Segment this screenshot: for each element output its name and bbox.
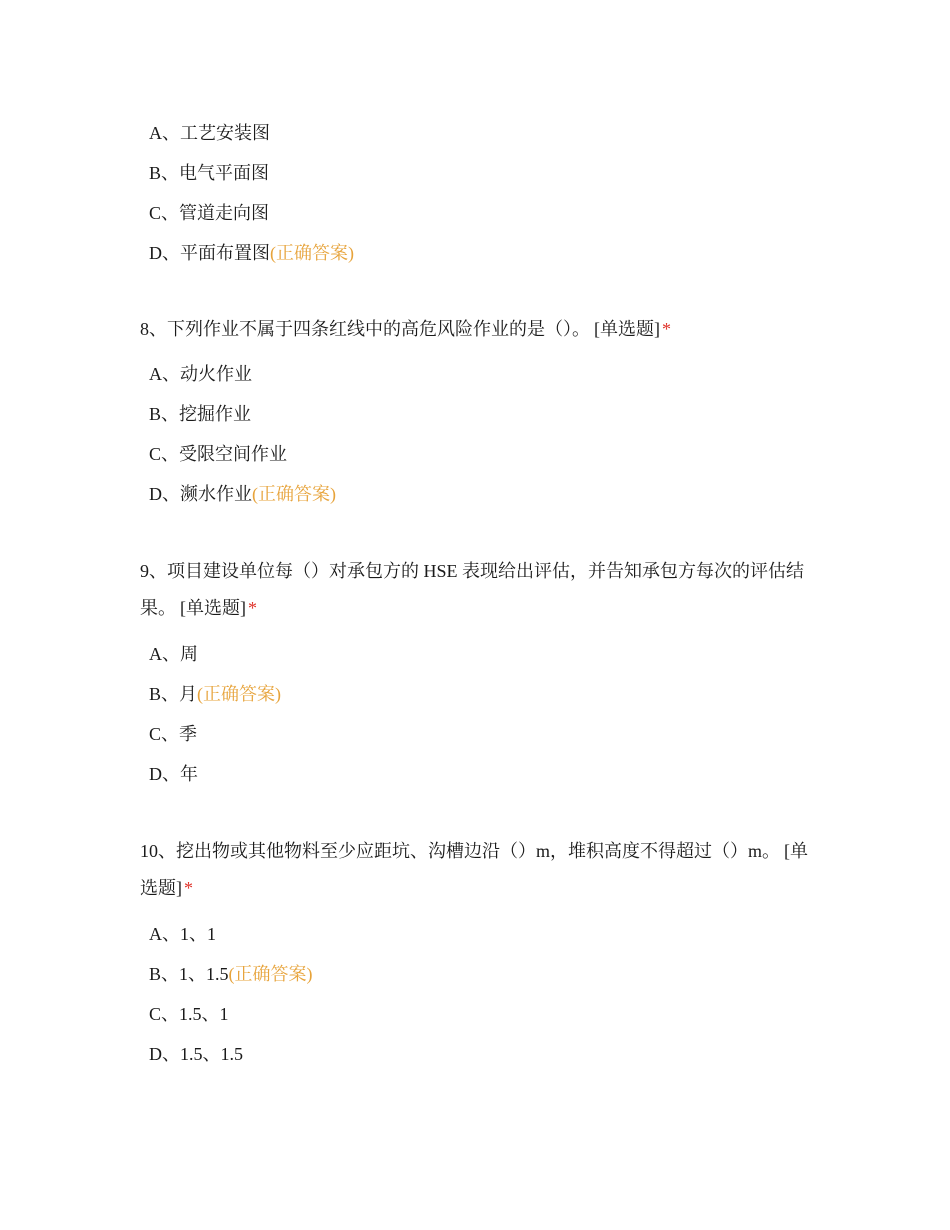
q10-option-b[interactable] — [149, 954, 313, 994]
q10-title: 10、挖出物或其他物料至少应距坑、沟槽边沿（）m，堆积高度不得超过（）m。 — [140, 841, 780, 861]
option-text: A、周 — [149, 644, 198, 664]
q10-option-a[interactable] — [149, 914, 313, 954]
required-marker: * — [662, 319, 671, 339]
correct-answer-tag: (正确答案) — [270, 243, 354, 263]
q9-option-a[interactable] — [149, 634, 281, 674]
q8-option-a[interactable] — [149, 354, 336, 394]
q9-options — [149, 634, 281, 794]
option-text: C、受限空间作业 — [149, 444, 288, 464]
option-text: A、1、1 — [149, 924, 216, 944]
q8-option-c[interactable] — [149, 434, 336, 474]
option-text: D、濒水作业 — [149, 484, 252, 504]
option-text: D、年 — [149, 764, 198, 784]
q8-question — [140, 311, 820, 348]
option-text: D、1.5、1.5 — [149, 1044, 243, 1064]
q7-option-c[interactable] — [149, 193, 354, 233]
q8-type: [单选题] — [594, 319, 660, 339]
q8-option-d[interactable] — [149, 474, 336, 514]
option-text: C、管道走向图 — [149, 203, 270, 223]
option-text: B、1、1.5 — [149, 964, 229, 984]
option-text: B、电气平面图 — [149, 163, 270, 183]
option-text: D、平面布置图 — [149, 243, 270, 263]
q8-option-b[interactable] — [149, 394, 336, 434]
q8-title: 8、下列作业不属于四条红线中的高危风险作业的是（）。 — [140, 319, 590, 339]
correct-answer-tag: (正确答案) — [252, 484, 336, 504]
q9-option-c[interactable] — [149, 714, 281, 754]
q10-question — [140, 833, 820, 907]
option-text: A、工艺安装图 — [149, 123, 270, 143]
option-text: C、季 — [149, 724, 198, 744]
q10-option-c[interactable] — [149, 994, 313, 1034]
option-text: A、动火作业 — [149, 364, 252, 384]
correct-answer-tag: (正确答案) — [228, 964, 313, 984]
option-text: C、1.5、1 — [149, 1004, 229, 1024]
q7-option-b[interactable] — [149, 153, 354, 193]
q8-options — [149, 354, 336, 514]
q7-option-d[interactable] — [149, 233, 354, 273]
q9-question — [140, 553, 820, 627]
q10-options — [149, 914, 313, 1074]
option-text: B、挖掘作业 — [149, 404, 252, 424]
q9-title: 9、项目建设单位每（）对承包方的 HSE 表现给出评估，并告知承包方每次的评估结果。 — [140, 561, 805, 618]
q7-options — [149, 113, 354, 273]
required-marker: * — [184, 878, 193, 898]
q9-option-b[interactable] — [149, 674, 281, 714]
q9-type: [单选题] — [180, 598, 246, 618]
q7-option-a[interactable] — [149, 113, 354, 153]
option-text: B、月 — [149, 684, 198, 704]
required-marker: * — [248, 598, 257, 618]
correct-answer-tag: (正确答案) — [197, 684, 282, 704]
q9-option-d[interactable] — [149, 754, 281, 794]
q10-option-d[interactable] — [149, 1034, 313, 1074]
q10-type: [单选题] — [140, 841, 808, 898]
